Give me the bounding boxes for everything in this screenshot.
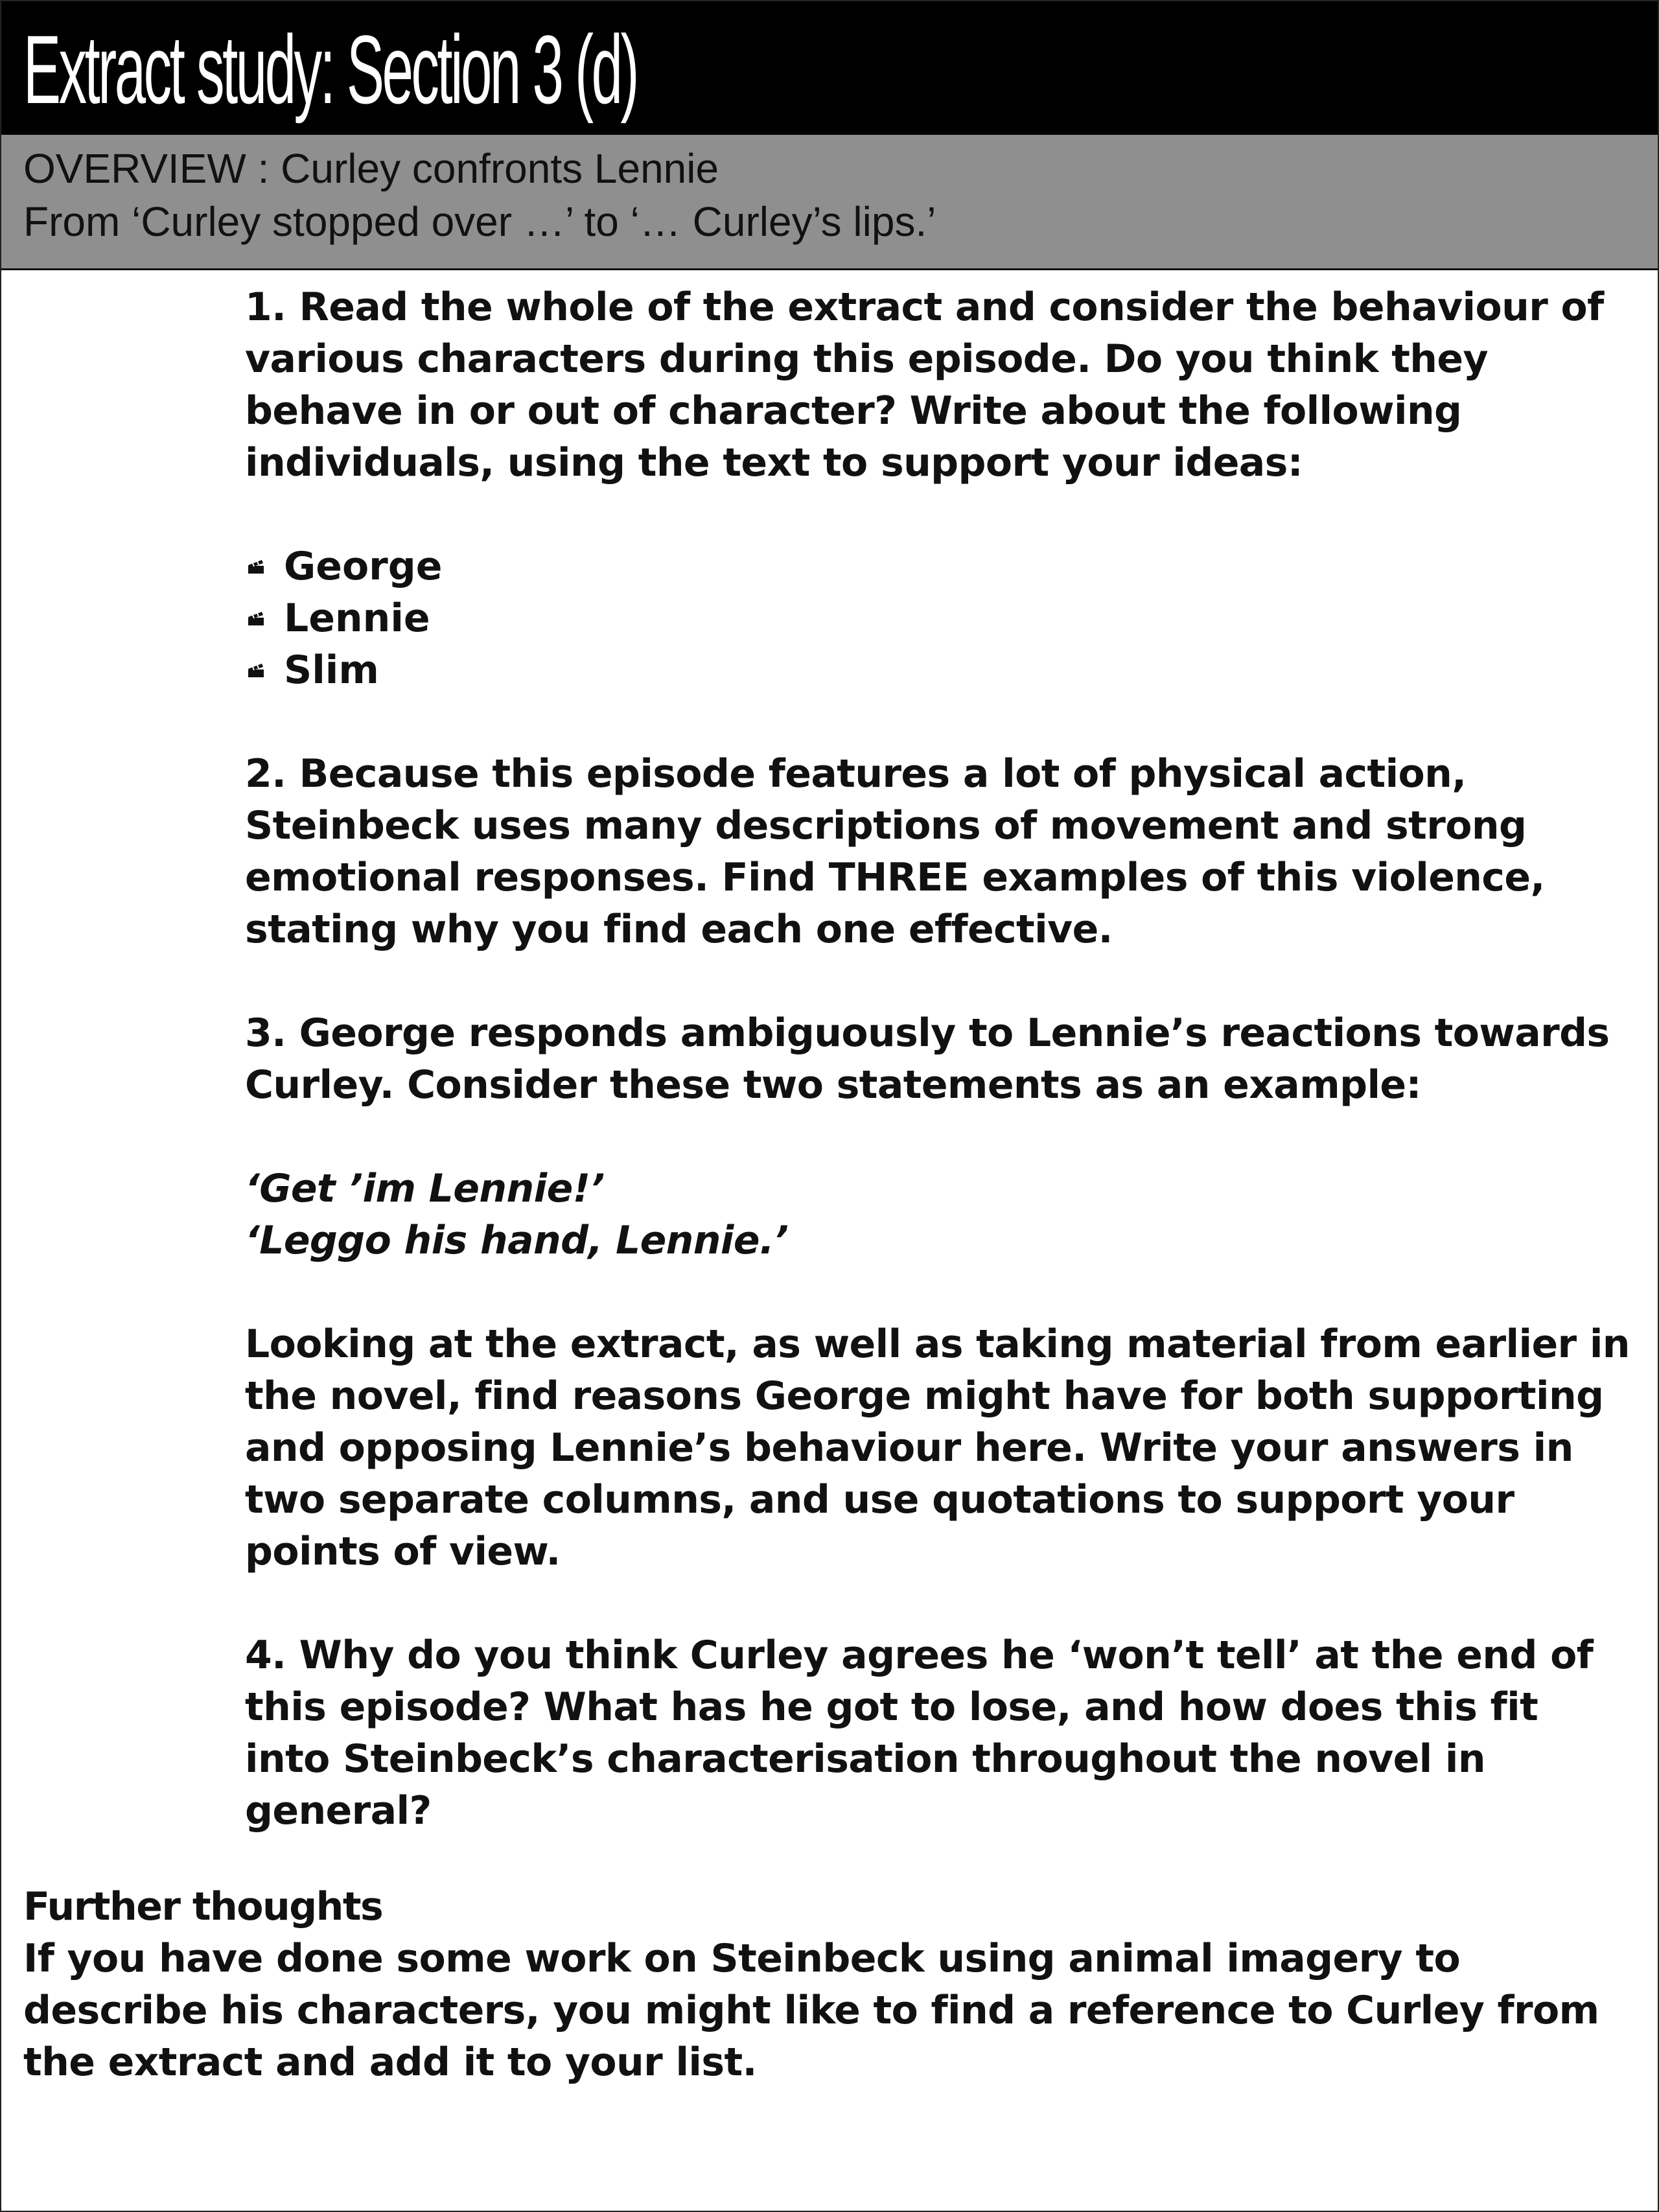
question-1: 1. Read the whole of the extract and consider the behaviour of various characters during this episode. Do you think they behave in or out of character? Write about the following individuals, using the text to support your ideas: xyxy=(245,285,1604,485)
further-thoughts-text: If you have done some work on Steinbeck using animal imagery to describe his characters, you might like to find a reference to Curley from the extract and add it to your list. xyxy=(23,1936,1599,2085)
question-3-followup: Looking at the extract, as well as taking material from earlier in the novel, find reasons George might have for both supporting and opposing Lennie’s behaviour here. Write your answers in two separate columns, and use quotations to support your points of view. xyxy=(245,1321,1630,1574)
question-2: 2. Because this episode features a lot of physical action, Steinbeck uses many descriptions of movement and strong emotional responses. Find THREE examples of this violence, stating why you find each one effective. xyxy=(245,751,1545,952)
clapperboard-icon xyxy=(248,611,264,626)
list-item xyxy=(245,592,1632,644)
clapperboard-icon xyxy=(248,559,264,574)
list-item-label: Lennie xyxy=(284,596,430,641)
title-bar xyxy=(1,1,1658,135)
quote-line: ‘Get ’im Lennie!’ xyxy=(245,1166,605,1211)
quote-line: ‘Leggo his hand, Lennie.’ xyxy=(245,1218,789,1263)
overview-heading: OVERVIEW : Curley confronts Lennie xyxy=(23,145,719,192)
list-item xyxy=(245,541,1632,592)
further-thoughts-section xyxy=(23,1881,1630,2088)
quote-block xyxy=(245,1163,1632,1266)
question-3: 3. George responds ambiguously to Lennie’s reactions towards Curley. Consider these two statements as an example: xyxy=(245,1010,1610,1108)
list-item xyxy=(245,644,1632,696)
clapperboard-icon xyxy=(248,662,264,678)
further-thoughts-heading: Further thoughts xyxy=(23,1884,383,1929)
list-item-label: George xyxy=(284,544,443,589)
list-item-label: Slim xyxy=(284,647,379,693)
overview-range: From ‘Curley stopped over …’ to ‘… Curley’s lips.’ xyxy=(23,198,936,245)
page-title: Extract study: Section 3 (d) xyxy=(23,15,637,124)
questions-section xyxy=(245,281,1632,1889)
overview-banner xyxy=(1,135,1658,270)
question-4: 4. Why do you think Curley agrees he ‘won’t tell’ at the end of this episode? What has he got to lose, and how does this fit into Steinbeck’s characterisation throughout the novel in general? xyxy=(245,1633,1594,1834)
character-list xyxy=(245,541,1632,696)
